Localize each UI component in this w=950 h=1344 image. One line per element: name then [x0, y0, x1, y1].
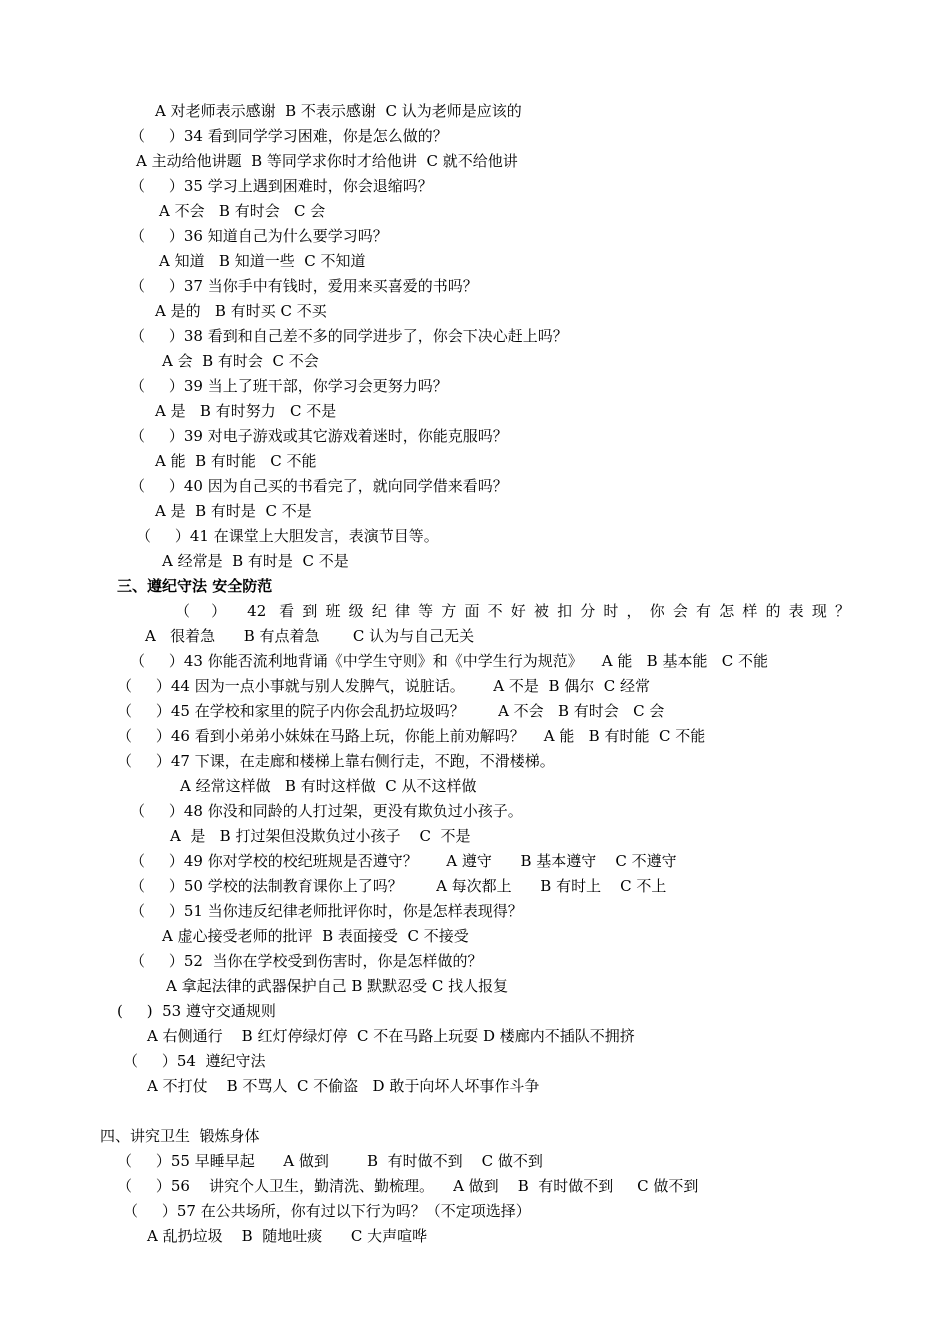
question-48: （ ）48 你没和同龄的人打过架，更没有欺负过小孩子。 — [130, 802, 523, 820]
question-36: （ ）36 知道自己为什么要学习吗？ — [130, 227, 388, 245]
answer-options-40: A 是 B 有时是 C 不是 — [155, 502, 312, 520]
question-34: （ ）34 看到同学学习困难，你是怎么做的？ — [130, 127, 448, 145]
answer-options-42: A 很着急 B 有点着急 C 认为与自己无关 — [145, 627, 475, 645]
answer-options-37: A 是的 B 有时买 C 不买 — [155, 302, 327, 320]
answer-options-53: A 右侧通行 B 红灯停绿灯停 C 不在马路上玩耍 D 楼廊内不插队不拥挤 — [147, 1027, 635, 1045]
answer-options-36: A 知道 B 知道一些 C 不知道 — [159, 252, 366, 270]
question-53: ( ) 53 遵守交通规则 — [117, 1002, 276, 1020]
question-50: （ ）50 学校的法制教育课你上了吗？ A 每次都上 B 有时上 C 不上 — [130, 877, 667, 895]
question-44: （ ）44 因为一点小事就与别人发脾气，说脏话。 A 不是 B 偶尔 C 经常 — [117, 677, 651, 695]
section-3-heading: 三、遵纪守法 安全防范 — [117, 577, 273, 595]
question-39a: （ ）39 当上了班干部，你学习会更努力吗？ — [130, 377, 448, 395]
answer-options-38: A 会 B 有时会 C 不会 — [162, 352, 319, 370]
question-38: （ ）38 看到和自己差不多的同学进步了，你会下决心赶上吗？ — [130, 327, 568, 345]
question-49: （ ）49 你对学校的校纪班规是否遵守？ A 遵守 B 基本遵守 C 不遵守 — [130, 852, 677, 870]
answer-options-54: A 不打仗 B 不骂人 C 不偷盗 D 敢于向坏人坏事作斗争 — [147, 1077, 540, 1095]
question-56: （ ）56 讲究个人卫生，勤清洗、勤梳理。 A 做到 B 有时做不到 C 做不到 — [117, 1177, 699, 1195]
question-57: （ ）57 在公共场所，你有过以下行为吗？（不定项选择） — [123, 1202, 531, 1220]
answer-options-52: A 拿起法律的武器保护自己 B 默默忍受 C 找人报复 — [166, 977, 509, 995]
question-39b: （ ）39 对电子游戏或其它游戏着迷时，你能克服吗？ — [130, 427, 508, 445]
question-47: （ ）47 下课，在走廊和楼梯上靠右侧行走，不跑，不滑楼梯。 — [117, 752, 555, 770]
answer-options-34: A 主动给他讲题 B 等同学求你时才给他讲 C 就不给他讲 — [136, 152, 518, 170]
answer-options-35: A 不会 B 有时会 C 会 — [159, 202, 326, 220]
section-4-heading: 四、讲究卫生 锻炼身体 — [100, 1127, 260, 1145]
question-51: （ ）51 当你违反纪律老师批评你时，你是怎样表现得？ — [130, 902, 523, 920]
question-42: （ ） 42 看到班级纪律等方面不好被扣分时，你会有怎样的表现？ — [175, 602, 850, 620]
answer-options-57: A 乱扔垃圾 B 随地吐痰 C 大声喧哗 — [147, 1227, 428, 1245]
answer-options-41: A 经常是 B 有时是 C 不是 — [162, 552, 349, 570]
question-37: （ ）37 当你手中有钱时，爱用来买喜爱的书吗？ — [130, 277, 478, 295]
answer-options-47: A 经常这样做 B 有时这样做 C 从不这样做 — [180, 777, 477, 795]
answer-options-39b: A 能 B 有时能 C 不能 — [155, 452, 317, 470]
answer-options-48: A 是 B 打过架但没欺负过小孩子 C 不是 — [170, 827, 471, 845]
question-40: （ ）40 因为自己买的书看完了，就向同学借来看吗？ — [130, 477, 508, 495]
question-46: （ ）46 看到小弟弟小妹妹在马路上玩，你能上前劝解吗？ A 能 B 有时能 C 不能 — [117, 727, 706, 745]
question-43: （ ）43 你能否流利地背诵《中学生守则》和《中学生行为规范》 A 能 B 基本能 C 不能 — [130, 652, 769, 670]
question-54: （ ）54 遵纪守法 — [123, 1052, 266, 1070]
answer-options-33: A 对老师表示感谢 B 不表示感谢 C 认为老师是应该的 — [155, 102, 522, 120]
question-52: （ ）52 当你在学校受到伤害时，你是怎样做的？ — [130, 952, 483, 970]
question-45: （ ）45 在学校和家里的院子内你会乱扔垃圾吗？ A 不会 B 有时会 C 会 — [117, 702, 665, 720]
answer-options-51: A 虚心接受老师的批评 B 表面接受 C 不接受 — [162, 927, 469, 945]
question-55: （ ）55 早睡早起 A 做到 B 有时做不到 C 做不到 — [117, 1152, 543, 1170]
question-41: （ ）41 在课堂上大胆发言，表演节目等。 — [136, 527, 439, 545]
answer-options-39a: A 是 B 有时努力 C 不是 — [155, 402, 337, 420]
question-35: （ ）35 学习上遇到困难时，你会退缩吗？ — [130, 177, 433, 195]
